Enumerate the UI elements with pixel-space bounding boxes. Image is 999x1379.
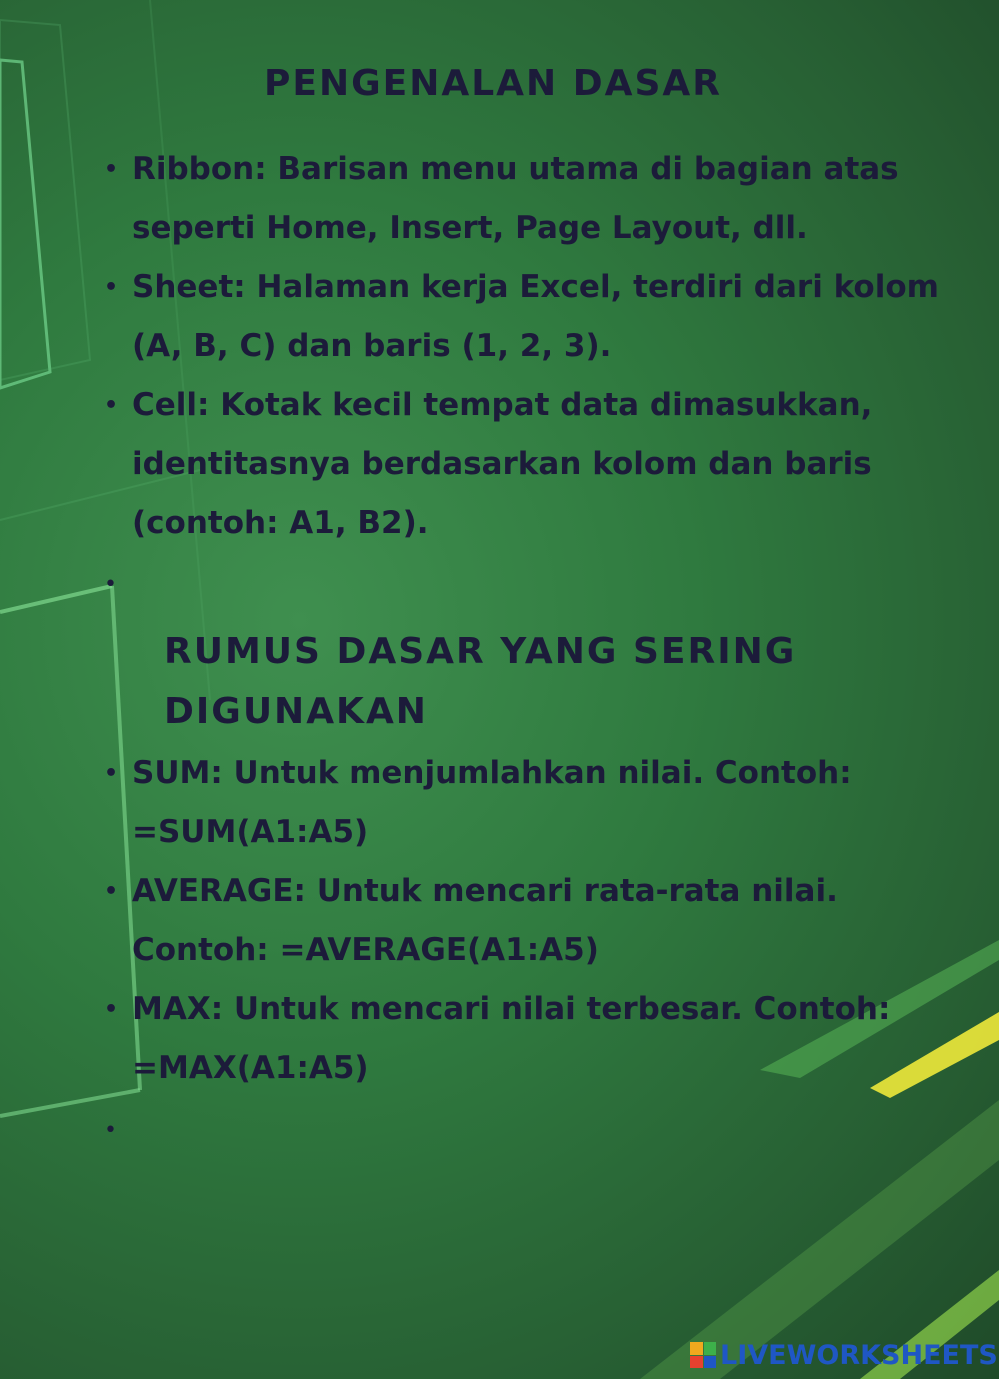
formulas-list xyxy=(104,744,972,1098)
list-item xyxy=(104,258,972,376)
list-item xyxy=(104,862,972,980)
bullet-icon: • xyxy=(104,761,119,786)
item-text: Cell: Kotak kecil tempat data dimasukkan, identitasnya berdasarkan kolom dan baris (contoh: A1, B2). xyxy=(132,387,873,541)
item-text: MAX: Untuk mencari nilai terbesar. Contoh: =MAX(A1:A5) xyxy=(132,991,891,1086)
empty-bullet-icon: • xyxy=(104,1118,117,1143)
list-item xyxy=(104,140,972,258)
bullet-icon: • xyxy=(104,997,119,1022)
watermark-text: LIVEWORKSHEETS xyxy=(720,1339,998,1371)
basics-list xyxy=(104,140,972,553)
list-item xyxy=(104,376,972,553)
item-text: SUM: Untuk menjumlahkan nilai. Contoh: =SUM(A1:A5) xyxy=(132,755,852,850)
bullet-icon: • xyxy=(104,393,119,418)
section-heading-pengenalan: PENGENALAN DASAR xyxy=(264,63,722,104)
bullet-icon: • xyxy=(104,879,119,904)
bullet-icon: • xyxy=(104,157,119,182)
liveworksheets-logo-icon xyxy=(690,1342,716,1368)
liveworksheets-watermark[interactable] xyxy=(690,1338,998,1372)
item-text: AVERAGE: Untuk mencari rata-rata nilai. Contoh: =AVERAGE(A1:A5) xyxy=(132,873,838,968)
item-text: Ribbon: Barisan menu utama di bagian atas seperti Home, Insert, Page Layout, dll. xyxy=(132,151,899,246)
section-heading-rumus: RUMUS DASAR YANG SERING DIGUNAKAN xyxy=(164,631,797,732)
list-item xyxy=(104,744,972,862)
item-text: Sheet: Halaman kerja Excel, terdiri dari kolom (A, B, C) dan baris (1, 2, 3). xyxy=(132,269,939,364)
bullet-icon: • xyxy=(104,275,119,300)
empty-bullet-icon: • xyxy=(104,572,117,597)
list-item xyxy=(104,980,972,1098)
